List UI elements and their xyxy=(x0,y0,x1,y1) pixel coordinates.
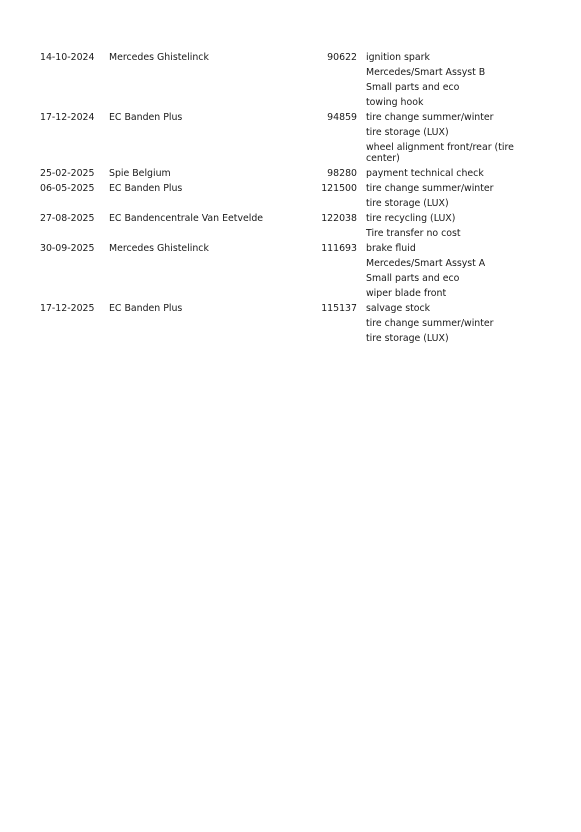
row-item: tire storage (LUX) xyxy=(366,127,449,138)
row-mileage xyxy=(279,142,357,168)
table-row xyxy=(40,112,520,127)
table-row xyxy=(40,258,520,273)
row-mileage xyxy=(279,67,357,82)
row-item: brake fluid xyxy=(366,243,416,254)
column-gap xyxy=(357,127,366,142)
row-date xyxy=(40,318,109,333)
row-date: 30-09-2025 xyxy=(40,243,95,254)
column-gap xyxy=(357,112,366,127)
row-date xyxy=(40,258,109,273)
column-gap xyxy=(357,82,366,97)
column-gap xyxy=(357,168,366,183)
row-date xyxy=(40,228,109,243)
row-date: 06-05-2025 xyxy=(40,183,95,194)
row-mileage xyxy=(279,258,357,273)
row-item: Small parts and eco xyxy=(366,273,460,284)
row-item: tire change summer/winter xyxy=(366,112,494,123)
row-mileage xyxy=(279,127,357,142)
row-vendor: Mercedes Ghistelinck xyxy=(109,243,209,254)
table-row xyxy=(40,168,520,183)
column-gap xyxy=(357,142,366,168)
row-date xyxy=(40,333,109,348)
row-item: payment technical check xyxy=(366,168,484,179)
row-mileage xyxy=(279,318,357,333)
table-row xyxy=(40,52,520,67)
row-mileage xyxy=(279,288,357,303)
row-mileage xyxy=(279,97,357,112)
row-date xyxy=(40,127,109,142)
row-vendor: Mercedes Ghistelinck xyxy=(109,52,209,63)
row-date xyxy=(40,288,109,303)
row-mileage: 94859 xyxy=(327,112,357,123)
column-gap xyxy=(357,97,366,112)
table-row xyxy=(40,243,520,258)
row-date xyxy=(40,142,109,168)
column-gap xyxy=(357,183,366,198)
row-date xyxy=(40,273,109,288)
table-row xyxy=(40,303,520,318)
row-mileage xyxy=(279,228,357,243)
row-vendor: EC Banden Plus xyxy=(109,183,183,194)
table-row xyxy=(40,213,520,228)
row-date: 25-02-2025 xyxy=(40,168,95,179)
row-vendor xyxy=(109,82,279,97)
row-mileage: 121500 xyxy=(321,183,357,194)
row-vendor xyxy=(109,97,279,112)
row-item: Small parts and eco xyxy=(366,82,460,93)
row-vendor: EC Banden Plus xyxy=(109,112,183,123)
column-gap xyxy=(357,273,366,288)
row-vendor xyxy=(109,228,279,243)
row-vendor xyxy=(109,198,279,213)
row-item: Mercedes/Smart Assyst B xyxy=(366,67,486,78)
row-vendor xyxy=(109,273,279,288)
table-row xyxy=(40,82,520,97)
row-item: towing hook xyxy=(366,97,424,108)
row-item: tire recycling (LUX) xyxy=(366,213,456,224)
table-row xyxy=(40,127,520,142)
row-item: ignition spark xyxy=(366,52,430,63)
row-mileage: 122038 xyxy=(321,213,357,224)
row-vendor: EC Banden Plus xyxy=(109,303,183,314)
row-vendor xyxy=(109,142,279,168)
row-item: wiper blade front xyxy=(366,288,447,299)
column-gap xyxy=(357,303,366,318)
table-row xyxy=(40,183,520,198)
row-date: 17-12-2025 xyxy=(40,303,95,314)
row-mileage xyxy=(279,198,357,213)
row-item: tire change summer/winter xyxy=(366,183,494,194)
row-item: tire change summer/winter xyxy=(366,318,494,329)
row-date: 17-12-2024 xyxy=(40,112,95,123)
row-date: 27-08-2025 xyxy=(40,213,95,224)
table-row xyxy=(40,198,520,213)
row-date xyxy=(40,97,109,112)
maintenance-log-table xyxy=(40,52,520,348)
table-row xyxy=(40,142,520,168)
row-date: 14-10-2024 xyxy=(40,52,95,63)
row-mileage xyxy=(279,273,357,288)
row-item: tire storage (LUX) xyxy=(366,198,449,209)
table-row xyxy=(40,228,520,243)
column-gap xyxy=(357,228,366,243)
row-vendor: Spie Belgium xyxy=(109,168,171,179)
row-item: tire storage (LUX) xyxy=(366,333,449,344)
row-vendor xyxy=(109,333,279,348)
row-vendor xyxy=(109,288,279,303)
table-row xyxy=(40,67,520,82)
row-mileage: 111693 xyxy=(321,243,357,254)
column-gap xyxy=(357,52,366,67)
table-row xyxy=(40,318,520,333)
row-item: Mercedes/Smart Assyst A xyxy=(366,258,486,269)
column-gap xyxy=(357,243,366,258)
column-gap xyxy=(357,318,366,333)
row-mileage: 115137 xyxy=(321,303,357,314)
table-row xyxy=(40,97,520,112)
column-gap xyxy=(357,67,366,82)
column-gap xyxy=(357,333,366,348)
row-item: Tire transfer no cost xyxy=(366,228,461,239)
row-vendor xyxy=(109,127,279,142)
row-date xyxy=(40,198,109,213)
row-vendor: EC Bandencentrale Van Eetvelde xyxy=(109,213,264,224)
column-gap xyxy=(357,213,366,228)
table-row xyxy=(40,273,520,288)
column-gap xyxy=(357,288,366,303)
row-mileage: 98280 xyxy=(327,168,357,179)
row-vendor xyxy=(109,318,279,333)
column-gap xyxy=(357,258,366,273)
table-row xyxy=(40,333,520,348)
column-gap xyxy=(357,198,366,213)
table-row xyxy=(40,288,520,303)
row-vendor xyxy=(109,67,279,82)
row-mileage xyxy=(279,333,357,348)
row-mileage xyxy=(279,82,357,97)
row-item: salvage stock xyxy=(366,303,431,314)
row-vendor xyxy=(109,258,279,273)
row-date xyxy=(40,67,109,82)
row-mileage: 90622 xyxy=(327,52,357,63)
row-item: wheel alignment front/rear (tire center) xyxy=(366,142,514,164)
row-date xyxy=(40,82,109,97)
